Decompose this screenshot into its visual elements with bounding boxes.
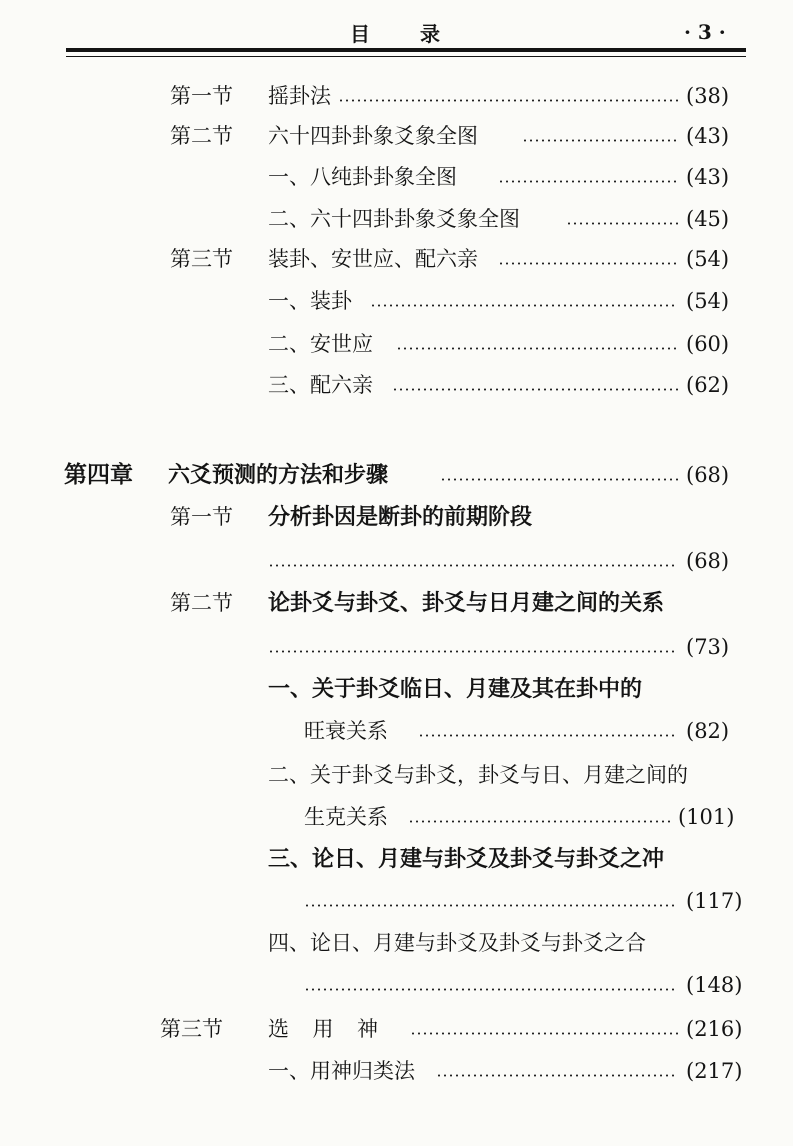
entry-title: 摇卦法 xyxy=(268,84,331,108)
header-char-left: 目 xyxy=(350,22,370,46)
toc-chapter-entry xyxy=(0,458,793,492)
entry-title: 论卦爻与卦爻、卦爻与日月建之间的关系 xyxy=(268,590,665,616)
dot-leader xyxy=(268,564,678,567)
toc-entry-continuation xyxy=(0,714,793,748)
entry-title: 二、安世应 xyxy=(268,332,373,356)
dot-leader xyxy=(304,904,678,907)
toc-entry xyxy=(0,842,793,876)
dot-leader xyxy=(440,478,678,481)
dot-leader xyxy=(268,650,678,653)
page-ref: (43) xyxy=(686,165,730,189)
entry-title: 一、装卦 xyxy=(268,289,352,313)
entry-title: 一、用神归类法 xyxy=(268,1059,415,1083)
toc-entry-continuation xyxy=(0,800,793,834)
section-label: 第一节 xyxy=(170,505,233,529)
page-number: · 3 · xyxy=(684,20,726,44)
dot-leader xyxy=(566,222,678,225)
section-label: 第二节 xyxy=(170,591,233,615)
dot-leader xyxy=(392,388,678,391)
toc-entry-continuation xyxy=(0,968,793,1002)
toc-entry xyxy=(0,926,793,960)
header-char-right: 录 xyxy=(420,22,440,46)
entry-title: 六十四卦卦象爻象全图 xyxy=(268,124,478,148)
page-ref: (117) xyxy=(686,889,743,913)
dot-leader xyxy=(304,988,678,991)
page-ref: (82) xyxy=(686,719,730,743)
page-ref: (101) xyxy=(678,805,735,829)
section-label: 第三节 xyxy=(160,1017,223,1041)
section-label: 第一节 xyxy=(170,84,233,108)
page-ref: (68) xyxy=(686,463,730,487)
toc-entry xyxy=(0,119,793,153)
page-ref: (38) xyxy=(686,84,730,108)
toc-entry xyxy=(0,1012,793,1046)
entry-title: 三、论日、月建与卦爻及卦爻与卦爻之冲 xyxy=(268,846,665,872)
entry-title: 选 用 神 xyxy=(268,1017,387,1041)
toc-entry-continuation xyxy=(0,630,793,664)
page-ref: (68) xyxy=(686,549,730,573)
entry-title: 二、关于卦爻与卦爻，卦爻与日、月建之间的 xyxy=(268,763,688,787)
toc-entry xyxy=(0,758,793,792)
dot-leader xyxy=(338,99,678,102)
entry-title: 二、六十四卦卦象爻象全图 xyxy=(268,207,520,231)
entry-title-continuation: 生克关系 xyxy=(304,805,388,829)
page-ref: (54) xyxy=(686,289,730,313)
toc-entry xyxy=(0,160,793,194)
dot-leader xyxy=(410,1032,678,1035)
chapter-title: 六爻预测的方法和步骤 xyxy=(168,462,389,488)
toc-entry-continuation xyxy=(0,544,793,578)
section-label: 第三节 xyxy=(170,247,233,271)
dot-leader xyxy=(408,820,670,823)
dot-leader xyxy=(522,139,678,142)
header-rule-thick xyxy=(66,48,746,52)
dot-leader xyxy=(418,734,678,737)
page-ref: (148) xyxy=(686,973,743,997)
chapter-label: 第四章 xyxy=(64,461,133,488)
page-ref: (43) xyxy=(686,124,730,148)
entry-title: 装卦、安世应、配六亲 xyxy=(268,247,478,271)
toc-entry xyxy=(0,242,793,276)
toc-entry xyxy=(0,79,793,113)
entry-title-continuation: 旺衰关系 xyxy=(304,719,388,743)
entry-title: 三、配六亲 xyxy=(268,373,373,397)
page-ref: (217) xyxy=(686,1059,743,1083)
dot-leader xyxy=(370,304,678,307)
page-ref: (62) xyxy=(686,373,730,397)
toc-entry xyxy=(0,500,793,534)
toc-entry xyxy=(0,672,793,706)
toc-entry xyxy=(0,586,793,620)
toc-entry-continuation xyxy=(0,884,793,918)
running-header-title xyxy=(320,18,480,46)
page-ref: (216) xyxy=(686,1017,743,1041)
header-rule-thin xyxy=(66,56,746,57)
dot-leader xyxy=(436,1074,678,1077)
page-ref: (73) xyxy=(686,635,730,659)
page-ref: (54) xyxy=(686,247,730,271)
entry-title: 一、关于卦爻临日、月建及其在卦中的 xyxy=(268,676,643,702)
dot-leader xyxy=(498,262,678,265)
dot-leader xyxy=(498,180,678,183)
toc-entry xyxy=(0,284,793,318)
dot-leader xyxy=(396,347,678,350)
toc-entry xyxy=(0,368,793,402)
toc-entry xyxy=(0,327,793,361)
toc-entry xyxy=(0,1054,793,1088)
entry-title: 一、八纯卦卦象全图 xyxy=(268,165,457,189)
page-ref: (60) xyxy=(686,332,730,356)
entry-title: 分析卦因是断卦的前期阶段 xyxy=(268,504,533,530)
section-label: 第二节 xyxy=(170,124,233,148)
page-ref: (45) xyxy=(686,207,730,231)
entry-title: 四、论日、月建与卦爻及卦爻与卦爻之合 xyxy=(268,931,646,955)
toc-entry xyxy=(0,202,793,236)
